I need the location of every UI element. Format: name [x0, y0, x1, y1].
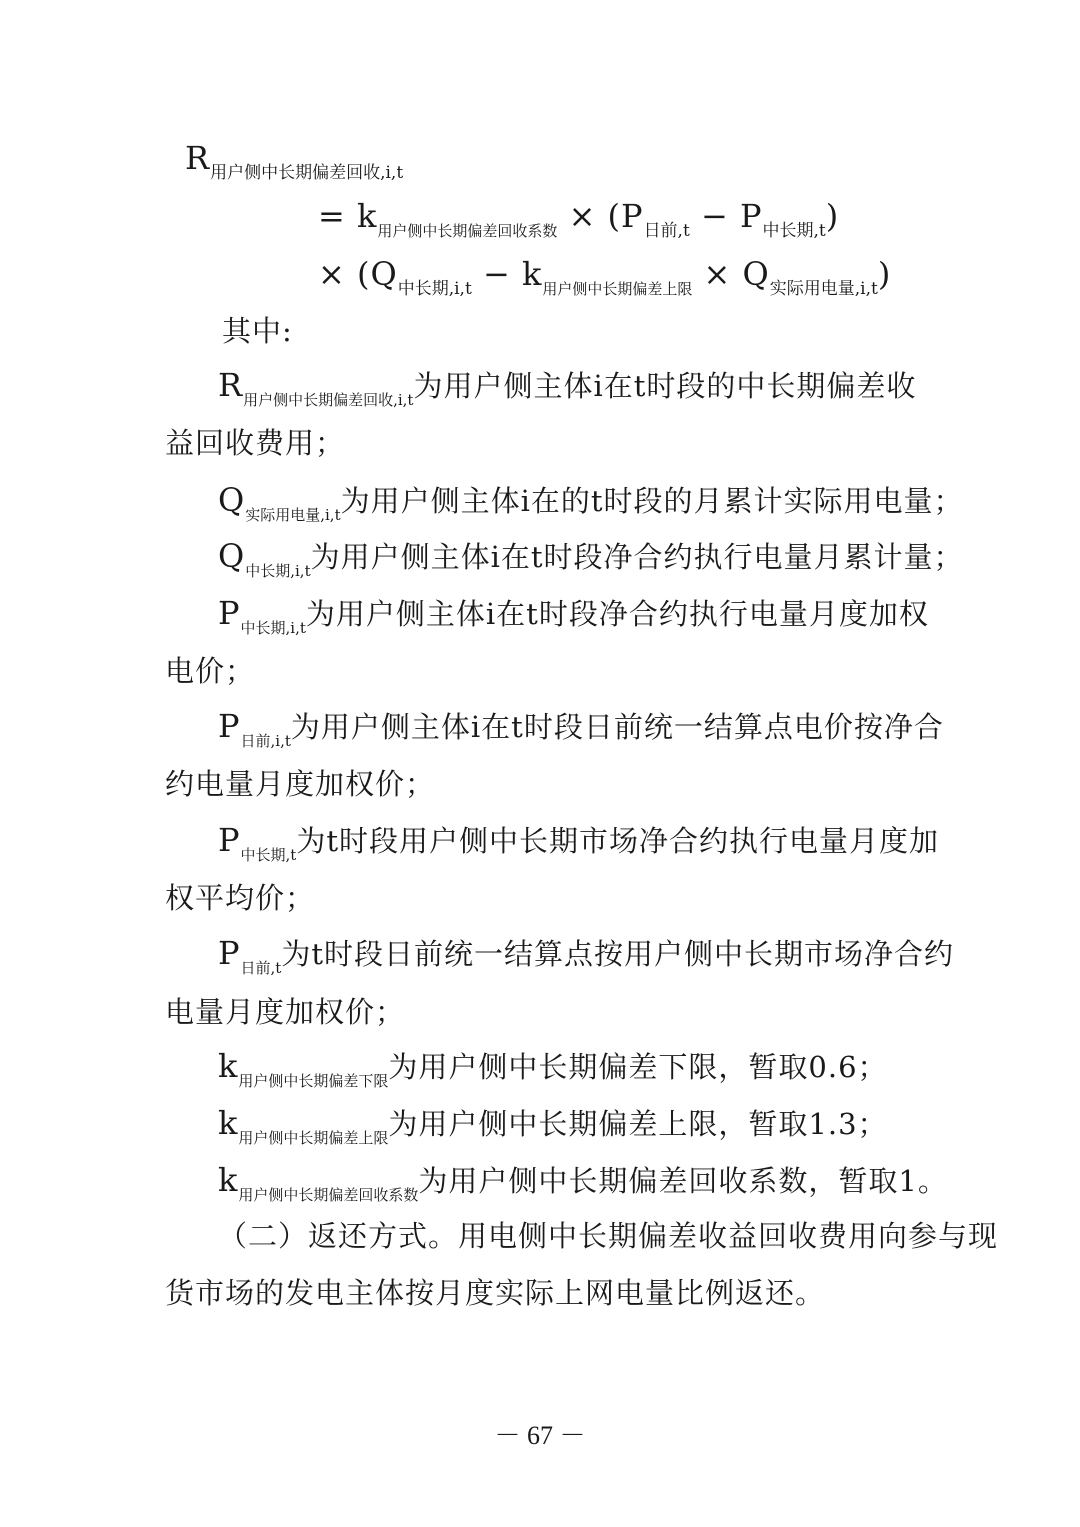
def-subscript: 日前,t	[240, 959, 282, 977]
formula-times-p: × (P	[557, 197, 644, 235]
formula-k-subscript: 用户侧中长期偏差回收系数	[377, 222, 558, 240]
def-subscript: 用户侧中长期偏差回收,i,t	[243, 391, 414, 409]
def-subscript: 日前,i,t	[240, 732, 291, 750]
qizhong-label: 其中:	[222, 314, 293, 348]
formula-eq-k: = k	[318, 197, 378, 235]
section-return-method-line-1: （二）返还方式。用电侧中长期偏差收益回收费用向参与现	[218, 1219, 999, 1253]
def-text: 为用户侧主体i在t时段日前统一结算点电价按净合	[290, 710, 944, 744]
formula-r-symbol: R	[185, 139, 211, 177]
def-symbol: k	[218, 1047, 239, 1085]
def-subscript: 用户侧中长期偏差回收系数	[238, 1186, 419, 1204]
def-pm-continuation: 电价；	[165, 654, 256, 688]
def-text: 为用户侧中长期偏差下限，暂取0.6；	[388, 1050, 888, 1084]
formula-times-qa: × Q	[692, 255, 770, 293]
def-symbol: P	[218, 934, 241, 972]
def-text: 为用户侧主体i在t时段净合约执行电量月度加权	[305, 597, 929, 631]
def-subscript: 用户侧中长期偏差下限	[238, 1072, 389, 1090]
formula-close-paren: )	[825, 197, 840, 235]
formula-p1-subscript: 日前,t	[643, 221, 690, 241]
def-symbol: P	[218, 594, 241, 632]
def-pmt	[218, 820, 939, 875]
formula-p2-subscript: 中长期,t	[762, 221, 826, 241]
def-symbol: Q	[218, 481, 246, 519]
def-r-continuation: 益回收费用；	[165, 426, 346, 460]
def-text: 为t时段用户侧中长期市场净合约执行电量月度加	[296, 824, 939, 858]
def-text: 为用户侧主体i在t时段净合约执行电量月累计量；	[310, 540, 964, 574]
def-pd	[218, 706, 944, 761]
def-text: 为用户侧主体i在t时段的中长期偏差收	[413, 369, 917, 403]
def-kcoef	[218, 1160, 948, 1215]
def-subscript: 实际用电量,i,t	[245, 506, 341, 524]
def-pdt	[218, 933, 954, 988]
def-pm	[218, 593, 929, 648]
def-symbol: P	[218, 707, 241, 745]
def-subscript: 中长期,t	[240, 846, 297, 864]
def-symbol: P	[218, 821, 241, 859]
def-qm	[218, 536, 964, 591]
formula-line-1	[185, 138, 403, 193]
def-symbol: k	[218, 1104, 239, 1142]
def-r	[218, 365, 916, 420]
formula-close-paren-2: )	[877, 255, 892, 293]
def-symbol: Q	[218, 537, 246, 575]
def-subscript: 用户侧中长期偏差上限	[238, 1129, 389, 1147]
def-symbol: k	[218, 1161, 239, 1199]
def-subscript: 中长期,i,t	[245, 562, 311, 580]
def-kup	[218, 1103, 888, 1158]
def-qa	[218, 480, 964, 535]
def-klow	[218, 1046, 888, 1101]
def-text: 为用户侧主体i在的t时段的月累计实际用电量；	[340, 484, 964, 518]
formula-minus-p: − P	[689, 197, 763, 235]
def-text: 为用户侧中长期偏差上限，暂取1.3；	[388, 1107, 888, 1141]
formula-line-2	[318, 196, 839, 251]
def-text: 为用户侧中长期偏差回收系数，暂取1。	[418, 1164, 948, 1198]
formula-line-3	[318, 254, 891, 309]
formula-qa-subscript: 实际用电量,i,t	[769, 279, 878, 299]
formula-times-q: × (Q	[318, 255, 398, 293]
formula-q-subscript: 中长期,i,t	[397, 279, 472, 299]
def-pmt-continuation: 权平均价；	[165, 881, 316, 915]
section-return-method-line-2: 货市场的发电主体按月度实际上网电量比例返还。	[165, 1276, 826, 1310]
def-symbol: R	[218, 366, 244, 404]
formula-r-subscript: 用户侧中长期偏差回收,i,t	[210, 163, 404, 183]
def-pdt-continuation: 电量月度加权价；	[165, 995, 406, 1029]
def-subscript: 中长期,i,t	[240, 619, 306, 637]
def-text: 为t时段日前统一结算点按用户侧中长期市场净合约	[281, 937, 954, 971]
formula-kup-subscript: 用户侧中长期偏差上限	[542, 280, 693, 298]
formula-minus-k: − k	[471, 255, 543, 293]
page-number: － 67 －	[494, 1421, 586, 1450]
def-pd-continuation: 约电量月度加权价；	[165, 767, 436, 801]
